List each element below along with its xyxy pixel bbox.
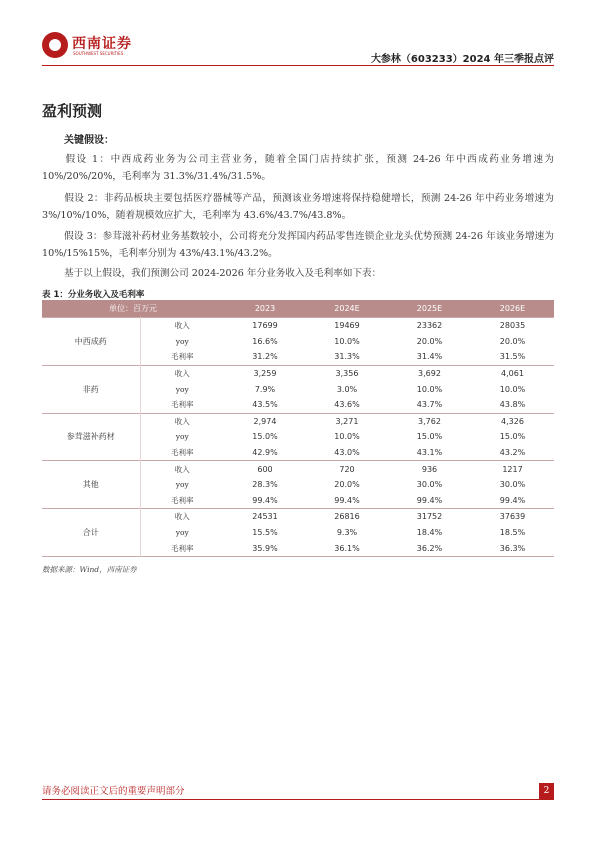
value-cell: 30.0% xyxy=(499,480,526,490)
value-cell: 15.0% xyxy=(252,432,278,442)
value-cell: 15.0% xyxy=(499,432,526,442)
category-cell: 其他 xyxy=(42,461,140,509)
value-cell: 99.4% xyxy=(334,495,360,505)
value-cell: 18.4% xyxy=(416,528,443,538)
value-cell: 42.9% xyxy=(252,448,278,458)
value-cell: 4,061 xyxy=(471,365,554,381)
value-cell: 10.0% xyxy=(334,336,360,346)
value-cell: 31752 xyxy=(388,509,471,525)
value-cell: 36.2% xyxy=(416,543,443,553)
table-row xyxy=(42,365,554,381)
value-cell: 43.2% xyxy=(499,448,526,458)
metric-cell: 毛利率 xyxy=(171,543,194,553)
value-cell: 43.0% xyxy=(334,448,360,458)
category-cell: 参茸滋补药材 xyxy=(42,413,140,461)
value-cell: 1217 xyxy=(471,461,554,477)
data-source-note: 数据来源：Wind，西南证券 xyxy=(42,565,137,574)
value-cell: 26816 xyxy=(306,509,388,525)
value-cell: 43.6% xyxy=(334,400,360,410)
value-cell: 15.5% xyxy=(252,528,278,538)
metric-cell: 毛利率 xyxy=(171,400,194,410)
company-logo xyxy=(42,32,142,60)
metric-cell: 毛利率 xyxy=(171,495,194,505)
value-cell: 24531 xyxy=(224,509,306,525)
value-cell: 36.3% xyxy=(499,543,526,553)
key-assumptions-title: 关键假设： xyxy=(64,135,114,146)
category-cell: 非药 xyxy=(42,365,140,413)
metric-cell: yoy xyxy=(175,384,189,394)
value-cell: 3,692 xyxy=(388,365,471,381)
value-cell: 7.9% xyxy=(254,384,276,394)
value-cell: 4,326 xyxy=(471,413,554,429)
category-cell: 中西成药 xyxy=(42,318,140,366)
category-cell: 合计 xyxy=(42,509,140,557)
table-header-year: 2023 xyxy=(224,300,306,318)
metric-cell: yoy xyxy=(175,480,189,490)
value-cell: 9.3% xyxy=(336,528,358,538)
value-cell: 43.1% xyxy=(416,448,443,458)
page-number: 2 xyxy=(539,783,554,799)
value-cell: 3,762 xyxy=(388,413,471,429)
value-cell: 10.0% xyxy=(499,384,526,394)
value-cell: 37639 xyxy=(471,509,554,525)
metric-cell: 毛利率 xyxy=(171,352,194,362)
metric-cell: yoy xyxy=(175,432,189,442)
header-divider xyxy=(42,65,554,66)
value-cell: 43.7% xyxy=(416,400,443,410)
value-cell: 20.0% xyxy=(416,336,443,346)
value-cell: 936 xyxy=(388,461,471,477)
table-row xyxy=(42,509,554,525)
table-row xyxy=(42,461,554,477)
value-cell: 20.0% xyxy=(499,336,526,346)
value-cell: 18.5% xyxy=(499,528,526,538)
value-cell: 31.4% xyxy=(416,352,443,362)
value-cell: 31.2% xyxy=(252,352,278,362)
value-cell: 20.0% xyxy=(334,480,360,490)
metric-cell: 收入 xyxy=(140,318,224,334)
value-cell: 10.0% xyxy=(416,384,443,394)
revenue-margin-table xyxy=(42,300,554,557)
report-title: 大参林（603233）2024 年三季报点评 xyxy=(370,54,554,65)
table-header-year: 2024E xyxy=(306,300,388,318)
value-cell: 10.0% xyxy=(334,432,360,442)
table-title: 表 1：分业务收入及毛利率 xyxy=(42,290,145,300)
table-header-year: 2026E xyxy=(471,300,554,318)
value-cell: 720 xyxy=(306,461,388,477)
table-row xyxy=(42,413,554,429)
footer-divider xyxy=(42,799,554,800)
table-header-unit: 单位：百万元 xyxy=(42,300,224,318)
value-cell: 3.0% xyxy=(336,384,358,394)
value-cell: 43.8% xyxy=(499,400,526,410)
metric-cell: 收入 xyxy=(140,461,224,477)
value-cell: 600 xyxy=(224,461,306,477)
metric-cell: 毛利率 xyxy=(171,448,194,458)
assumption-paragraph-1: 假设 1：中西成药业务为公司主营业务，随着全国门店持续扩张，预测 24-26 年中西成药业务增速为 10%/20%/20%，毛利率为 31.3%/31.4%/31.5%。 xyxy=(42,154,554,182)
value-cell: 30.0% xyxy=(416,480,443,490)
value-cell: 3,259 xyxy=(224,365,306,381)
value-cell: 2,974 xyxy=(224,413,306,429)
value-cell: 36.1% xyxy=(334,543,360,553)
value-cell: 15.0% xyxy=(416,432,443,442)
logo-english-name: SOUTHWEST SECURITIES xyxy=(73,51,124,56)
value-cell: 31.5% xyxy=(499,352,526,362)
footer-disclaimer: 请务必阅读正文后的重要声明部分 xyxy=(42,786,185,797)
table-header-row xyxy=(42,300,554,318)
table-header-year: 2025E xyxy=(388,300,471,318)
value-cell: 99.4% xyxy=(499,495,526,505)
value-cell: 3,356 xyxy=(306,365,388,381)
metric-cell: 收入 xyxy=(140,413,224,429)
value-cell: 16.6% xyxy=(252,336,278,346)
metric-cell: yoy xyxy=(175,336,189,346)
value-cell: 28035 xyxy=(471,318,554,334)
value-cell: 3,271 xyxy=(306,413,388,429)
value-cell: 23362 xyxy=(388,318,471,334)
table-row xyxy=(42,318,554,334)
metric-cell: yoy xyxy=(175,528,189,538)
metric-cell: 收入 xyxy=(140,509,224,525)
value-cell: 19469 xyxy=(306,318,388,334)
logo-chinese-name: 西南证券 xyxy=(72,36,132,52)
assumption-paragraph-2: 假设 2：非药品板块主要包括医疗器械等产品，预测该业务增速将保持稳健增长，预测 24-26 年中药业务增速为 3%/10%/10%，随着规模效应扩大，毛利率为 43.6%/43.7%/43.8%。 xyxy=(42,193,554,221)
value-cell: 99.4% xyxy=(416,495,443,505)
value-cell: 28.3% xyxy=(252,480,278,490)
assumption-paragraph-3: 假设 3：参茸滋补药材业务基数较小，公司将充分发挥国内药品零售连锁企业龙头优势预测 24-26 年该业务增速为 10%/15%15%，毛利率分别为 43%/43.1%/43.2%。 xyxy=(42,231,554,259)
logo-emblem-icon xyxy=(42,32,68,58)
value-cell: 35.9% xyxy=(252,543,278,553)
section-title: 盈利预测 xyxy=(42,102,103,120)
value-cell: 31.3% xyxy=(334,352,360,362)
summary-paragraph: 基于以上假设，我们预测公司 2024-2026 年分业务收入及毛利率如下表： xyxy=(64,268,382,279)
value-cell: 99.4% xyxy=(252,495,278,505)
value-cell: 43.5% xyxy=(252,400,278,410)
page-header xyxy=(0,0,596,80)
metric-cell: 收入 xyxy=(140,365,224,381)
value-cell: 17699 xyxy=(224,318,306,334)
